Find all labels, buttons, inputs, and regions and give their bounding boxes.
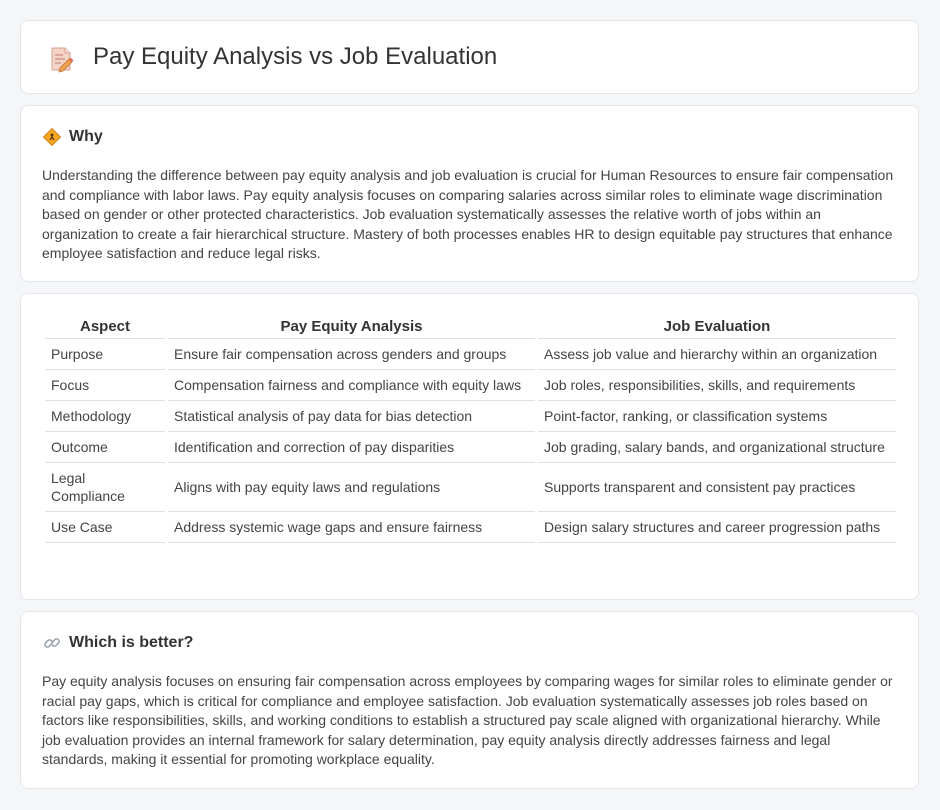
table-header-row <box>45 316 896 339</box>
table-row <box>45 370 896 401</box>
pay-equity-cell: Identification and correction of pay disparities <box>168 432 535 463</box>
column-header-aspect: Aspect <box>45 316 165 339</box>
pay-equity-cell: Ensure fair compensation across genders and groups <box>168 339 535 370</box>
link-icon <box>43 634 61 652</box>
comparison-table <box>42 316 899 543</box>
job-evaluation-cell: Supports transparent and consistent pay practices <box>538 463 896 512</box>
job-evaluation-cell: Point-factor, ranking, or classification systems <box>538 401 896 432</box>
diamond-sign-icon <box>43 128 61 146</box>
job-evaluation-cell: Job grading, salary bands, and organizational structure <box>538 432 896 463</box>
why-heading: Why <box>69 128 103 145</box>
table-row <box>45 432 896 463</box>
column-header-pay-equity: Pay Equity Analysis <box>168 316 535 339</box>
table-row <box>45 401 896 432</box>
which-is-better-body: Pay equity analysis focuses on ensuring fair compensation across employees by comparing wages for similar roles to eliminate gender or racial pay gaps, which is critical for compliance and employee satisfaction. Job evaluation systematically assesses job roles based on factors like responsibilities, skills, and working conditions to establish a structured pay scale aligned with organizational hierarchy. While job evaluation provides an internal framework for salary determination, pay equity analysis directly addresses fairness and legal standards, making it essential for promoting workplace equality. <box>42 673 893 768</box>
header-card <box>20 20 919 94</box>
aspect-cell: Focus <box>45 370 165 401</box>
why-section <box>20 105 919 282</box>
column-header-job-evaluation: Job Evaluation <box>538 316 896 339</box>
aspect-cell: Legal Compliance <box>45 463 165 512</box>
which-is-better-heading: Which is better? <box>69 634 194 651</box>
table-row <box>45 339 896 370</box>
job-evaluation-cell: Assess job value and hierarchy within an organization <box>538 339 896 370</box>
which-is-better-section <box>20 611 919 789</box>
pay-equity-cell: Aligns with pay equity laws and regulations <box>168 463 535 512</box>
pay-equity-cell: Compensation fairness and compliance with equity laws <box>168 370 535 401</box>
aspect-cell: Outcome <box>45 432 165 463</box>
job-evaluation-cell: Job roles, responsibilities, skills, and requirements <box>538 370 896 401</box>
page-title: Pay Equity Analysis vs Job Evaluation <box>93 43 498 70</box>
table-row <box>45 463 896 512</box>
job-evaluation-cell: Design salary structures and career progression paths <box>538 512 896 543</box>
why-body: Understanding the difference between pay equity analysis and job evaluation is crucial for Human Resources to ensure fair compensation and compliance with labor laws. Pay equity analysis focuses on comparing salaries across similar roles to eliminate wage discrimination based on gender or other protected characteristics. Job evaluation systematically assesses the relative worth of jobs within an organization to create a fair hierarchical structure. Mastery of both processes enables HR to design equitable pay structures that enhance employee satisfaction and reduce legal risks. <box>42 167 894 262</box>
pay-equity-cell: Statistical analysis of pay data for bias detection <box>168 401 535 432</box>
comparison-card <box>20 293 919 600</box>
pay-equity-cell: Address systemic wage gaps and ensure fairness <box>168 512 535 543</box>
aspect-cell: Purpose <box>45 339 165 370</box>
aspect-cell: Methodology <box>45 401 165 432</box>
table-row <box>45 512 896 543</box>
aspect-cell: Use Case <box>45 512 165 543</box>
document-pencil-icon <box>47 45 75 73</box>
